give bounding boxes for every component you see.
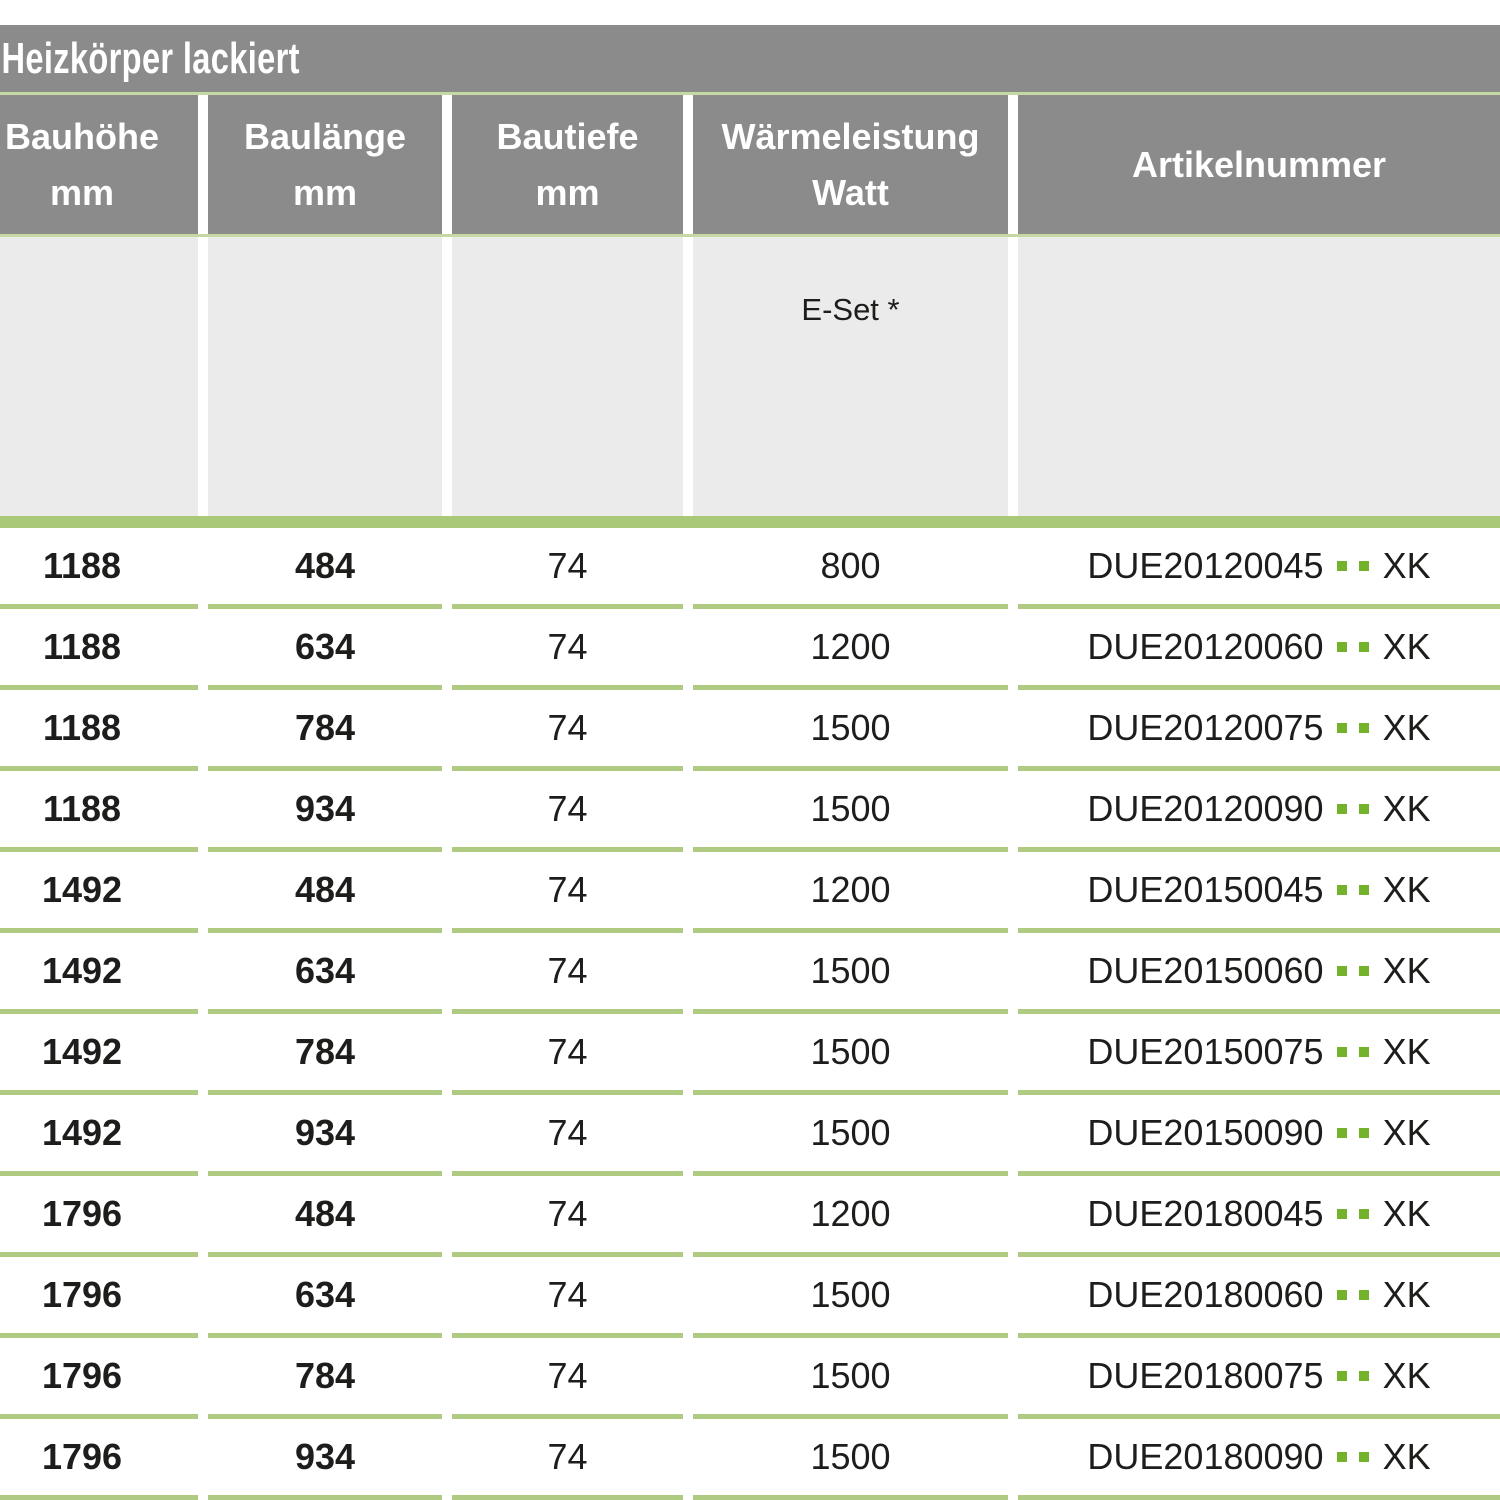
artikel-suffix: XK	[1382, 707, 1431, 748]
cell-waermeleistung: 1500	[693, 690, 1008, 771]
artikel-suffix: XK	[1382, 1436, 1431, 1477]
cell-baulaenge: 484	[208, 852, 442, 933]
header-unit: mm	[49, 171, 115, 213]
artikel-wildcard-dot-icon	[1359, 1209, 1369, 1219]
artikel-wildcard-dot-icon	[1359, 723, 1369, 733]
artikel-wildcard-dot-icon	[1359, 561, 1369, 571]
cell-waermeleistung: 800	[693, 528, 1008, 609]
cell-bauhoehe: 1796	[0, 1257, 198, 1338]
cell-bautiefe: 74	[452, 933, 683, 1014]
artikel-wildcard-dot-icon	[1337, 804, 1347, 814]
cell-baulaenge: 484	[208, 528, 442, 609]
header-row	[0, 95, 1500, 234]
cell-waermeleistung: 1500	[693, 1419, 1008, 1500]
header-label: Baulänge	[243, 115, 407, 157]
table-body	[0, 528, 1500, 1500]
cell-waermeleistung: 1500	[693, 933, 1008, 1014]
artikel-prefix: DUE20150075	[1087, 1031, 1324, 1072]
cell-bautiefe: 74	[452, 690, 683, 771]
table-title: Heizkörper lackiert	[1, 33, 300, 83]
artikel-wildcard-dot-icon	[1337, 1452, 1347, 1462]
artikel-wildcard-dot-icon	[1337, 642, 1347, 652]
artikel-prefix: DUE20180090	[1087, 1436, 1324, 1477]
artikel-wildcard-dot-icon	[1359, 885, 1369, 895]
cell-waermeleistung: 1500	[693, 1338, 1008, 1419]
artikel-prefix: DUE20120090	[1087, 788, 1324, 829]
header-cell-bauhoehe	[0, 95, 198, 234]
artikel-wildcard-dot-icon	[1359, 804, 1369, 814]
artikel-wildcard-dot-icon	[1337, 561, 1347, 571]
artikel-prefix: DUE20120075	[1087, 707, 1324, 748]
cell-baulaenge: 784	[208, 1014, 442, 1095]
artikel-suffix: XK	[1382, 869, 1431, 910]
header-unit: Watt	[812, 171, 889, 213]
cell-bauhoehe: 1492	[0, 852, 198, 933]
artikel-prefix: DUE20120045	[1087, 545, 1324, 586]
cell-bautiefe: 74	[452, 1176, 683, 1257]
cell-waermeleistung: 1500	[693, 1014, 1008, 1095]
artikel-wildcard-dot-icon	[1337, 1290, 1347, 1300]
cell-artikelnummer	[1018, 852, 1500, 933]
artikel-suffix: XK	[1382, 1355, 1431, 1396]
thick-green-bar	[0, 516, 1500, 528]
cell-bauhoehe: 1188	[0, 528, 198, 609]
subheader-cell-bauhoehe	[0, 237, 198, 516]
cell-bauhoehe: 1796	[0, 1176, 198, 1257]
artikel-prefix: DUE20180045	[1087, 1193, 1324, 1234]
cell-baulaenge: 784	[208, 690, 442, 771]
e-set-label: E-Set *	[801, 292, 900, 327]
artikel-prefix: DUE20150090	[1087, 1112, 1324, 1153]
artikel-suffix: XK	[1382, 545, 1431, 586]
cell-artikelnummer	[1018, 771, 1500, 852]
cell-artikelnummer	[1018, 1338, 1500, 1419]
artikel-wildcard-dot-icon	[1337, 885, 1347, 895]
cell-baulaenge: 934	[208, 771, 442, 852]
artikel-suffix: XK	[1382, 1031, 1431, 1072]
cell-baulaenge: 934	[208, 1095, 442, 1176]
cell-bauhoehe: 1492	[0, 933, 198, 1014]
cell-waermeleistung: 1500	[693, 1095, 1008, 1176]
artikel-suffix: XK	[1382, 788, 1431, 829]
artikel-wildcard-dot-icon	[1359, 1452, 1369, 1462]
cell-baulaenge: 634	[208, 609, 442, 690]
cell-baulaenge: 934	[208, 1419, 442, 1500]
cell-bauhoehe: 1492	[0, 1095, 198, 1176]
cell-bautiefe: 74	[452, 1014, 683, 1095]
cell-bauhoehe: 1188	[0, 609, 198, 690]
cell-baulaenge: 634	[208, 1257, 442, 1338]
artikel-prefix: DUE20180060	[1087, 1274, 1324, 1315]
artikel-wildcard-dot-icon	[1359, 1371, 1369, 1381]
header-cell-waermeleistung	[693, 95, 1008, 234]
subheader-row	[0, 237, 1500, 516]
header-label: Wärmeleistung	[721, 115, 980, 157]
artikel-wildcard-dot-icon	[1337, 1128, 1347, 1138]
artikel-suffix: XK	[1382, 626, 1431, 667]
artikel-suffix: XK	[1382, 950, 1431, 991]
subheader-cell-artikelnummer	[1018, 237, 1500, 516]
cell-artikelnummer	[1018, 528, 1500, 609]
cell-baulaenge: 484	[208, 1176, 442, 1257]
cell-baulaenge: 634	[208, 933, 442, 1014]
header-cell-artikelnummer	[1018, 95, 1500, 234]
cell-waermeleistung: 1500	[693, 1257, 1008, 1338]
header-unit: mm	[292, 171, 358, 213]
cell-waermeleistung: 1200	[693, 852, 1008, 933]
artikel-suffix: XK	[1382, 1193, 1431, 1234]
artikel-wildcard-dot-icon	[1337, 723, 1347, 733]
artikel-wildcard-dot-icon	[1359, 966, 1369, 976]
cell-bautiefe: 74	[452, 609, 683, 690]
cell-bautiefe: 74	[452, 528, 683, 609]
cell-bautiefe: 74	[452, 1419, 683, 1500]
cell-artikelnummer	[1018, 933, 1500, 1014]
artikel-wildcard-dot-icon	[1337, 966, 1347, 976]
cell-artikelnummer	[1018, 609, 1500, 690]
cell-artikelnummer	[1018, 1014, 1500, 1095]
header-label: Bauhöhe	[4, 115, 159, 157]
cell-artikelnummer	[1018, 1095, 1500, 1176]
header-cell-baulaenge	[208, 95, 442, 234]
cell-baulaenge: 784	[208, 1338, 442, 1419]
cell-bauhoehe: 1492	[0, 1014, 198, 1095]
header-unit: mm	[535, 171, 600, 213]
cell-artikelnummer	[1018, 1419, 1500, 1500]
artikel-wildcard-dot-icon	[1359, 1047, 1369, 1057]
cell-bautiefe: 74	[452, 1095, 683, 1176]
artikel-prefix: DUE20180075	[1087, 1355, 1324, 1396]
header-cell-bautiefe	[452, 95, 683, 234]
subheader-cell-waermeleistung	[693, 237, 1008, 516]
artikel-prefix: DUE20150045	[1087, 869, 1324, 910]
top-margin	[0, 0, 1500, 25]
artikel-wildcard-dot-icon	[1359, 1128, 1369, 1138]
cell-bautiefe: 74	[452, 852, 683, 933]
artikel-wildcard-dot-icon	[1337, 1209, 1347, 1219]
artikel-suffix: XK	[1382, 1274, 1431, 1315]
cell-bautiefe: 74	[452, 1338, 683, 1419]
artikel-wildcard-dot-icon	[1337, 1371, 1347, 1381]
cell-bauhoehe: 1188	[0, 771, 198, 852]
artikel-wildcard-dot-icon	[1359, 1290, 1369, 1300]
subheader-cell-bautiefe	[452, 237, 683, 516]
cell-artikelnummer	[1018, 690, 1500, 771]
cell-bauhoehe: 1188	[0, 690, 198, 771]
table-title-bar	[0, 25, 1500, 92]
cell-bauhoehe: 1796	[0, 1338, 198, 1419]
cell-bautiefe: 74	[452, 1257, 683, 1338]
artikel-prefix: DUE20120060	[1087, 626, 1324, 667]
artikel-wildcard-dot-icon	[1337, 1047, 1347, 1057]
cell-artikelnummer	[1018, 1176, 1500, 1257]
cell-waermeleistung: 1200	[693, 609, 1008, 690]
header-label: Artikelnummer	[1131, 143, 1387, 185]
subheader-cell-baulaenge	[208, 237, 442, 516]
cell-waermeleistung: 1500	[693, 771, 1008, 852]
cell-bauhoehe: 1796	[0, 1419, 198, 1500]
header-label: Bautiefe	[496, 115, 639, 157]
artikel-wildcard-dot-icon	[1359, 642, 1369, 652]
artikel-prefix: DUE20150060	[1087, 950, 1324, 991]
artikel-suffix: XK	[1382, 1112, 1431, 1153]
cell-artikelnummer	[1018, 1257, 1500, 1338]
cell-bautiefe: 74	[452, 771, 683, 852]
cell-waermeleistung: 1200	[693, 1176, 1008, 1257]
